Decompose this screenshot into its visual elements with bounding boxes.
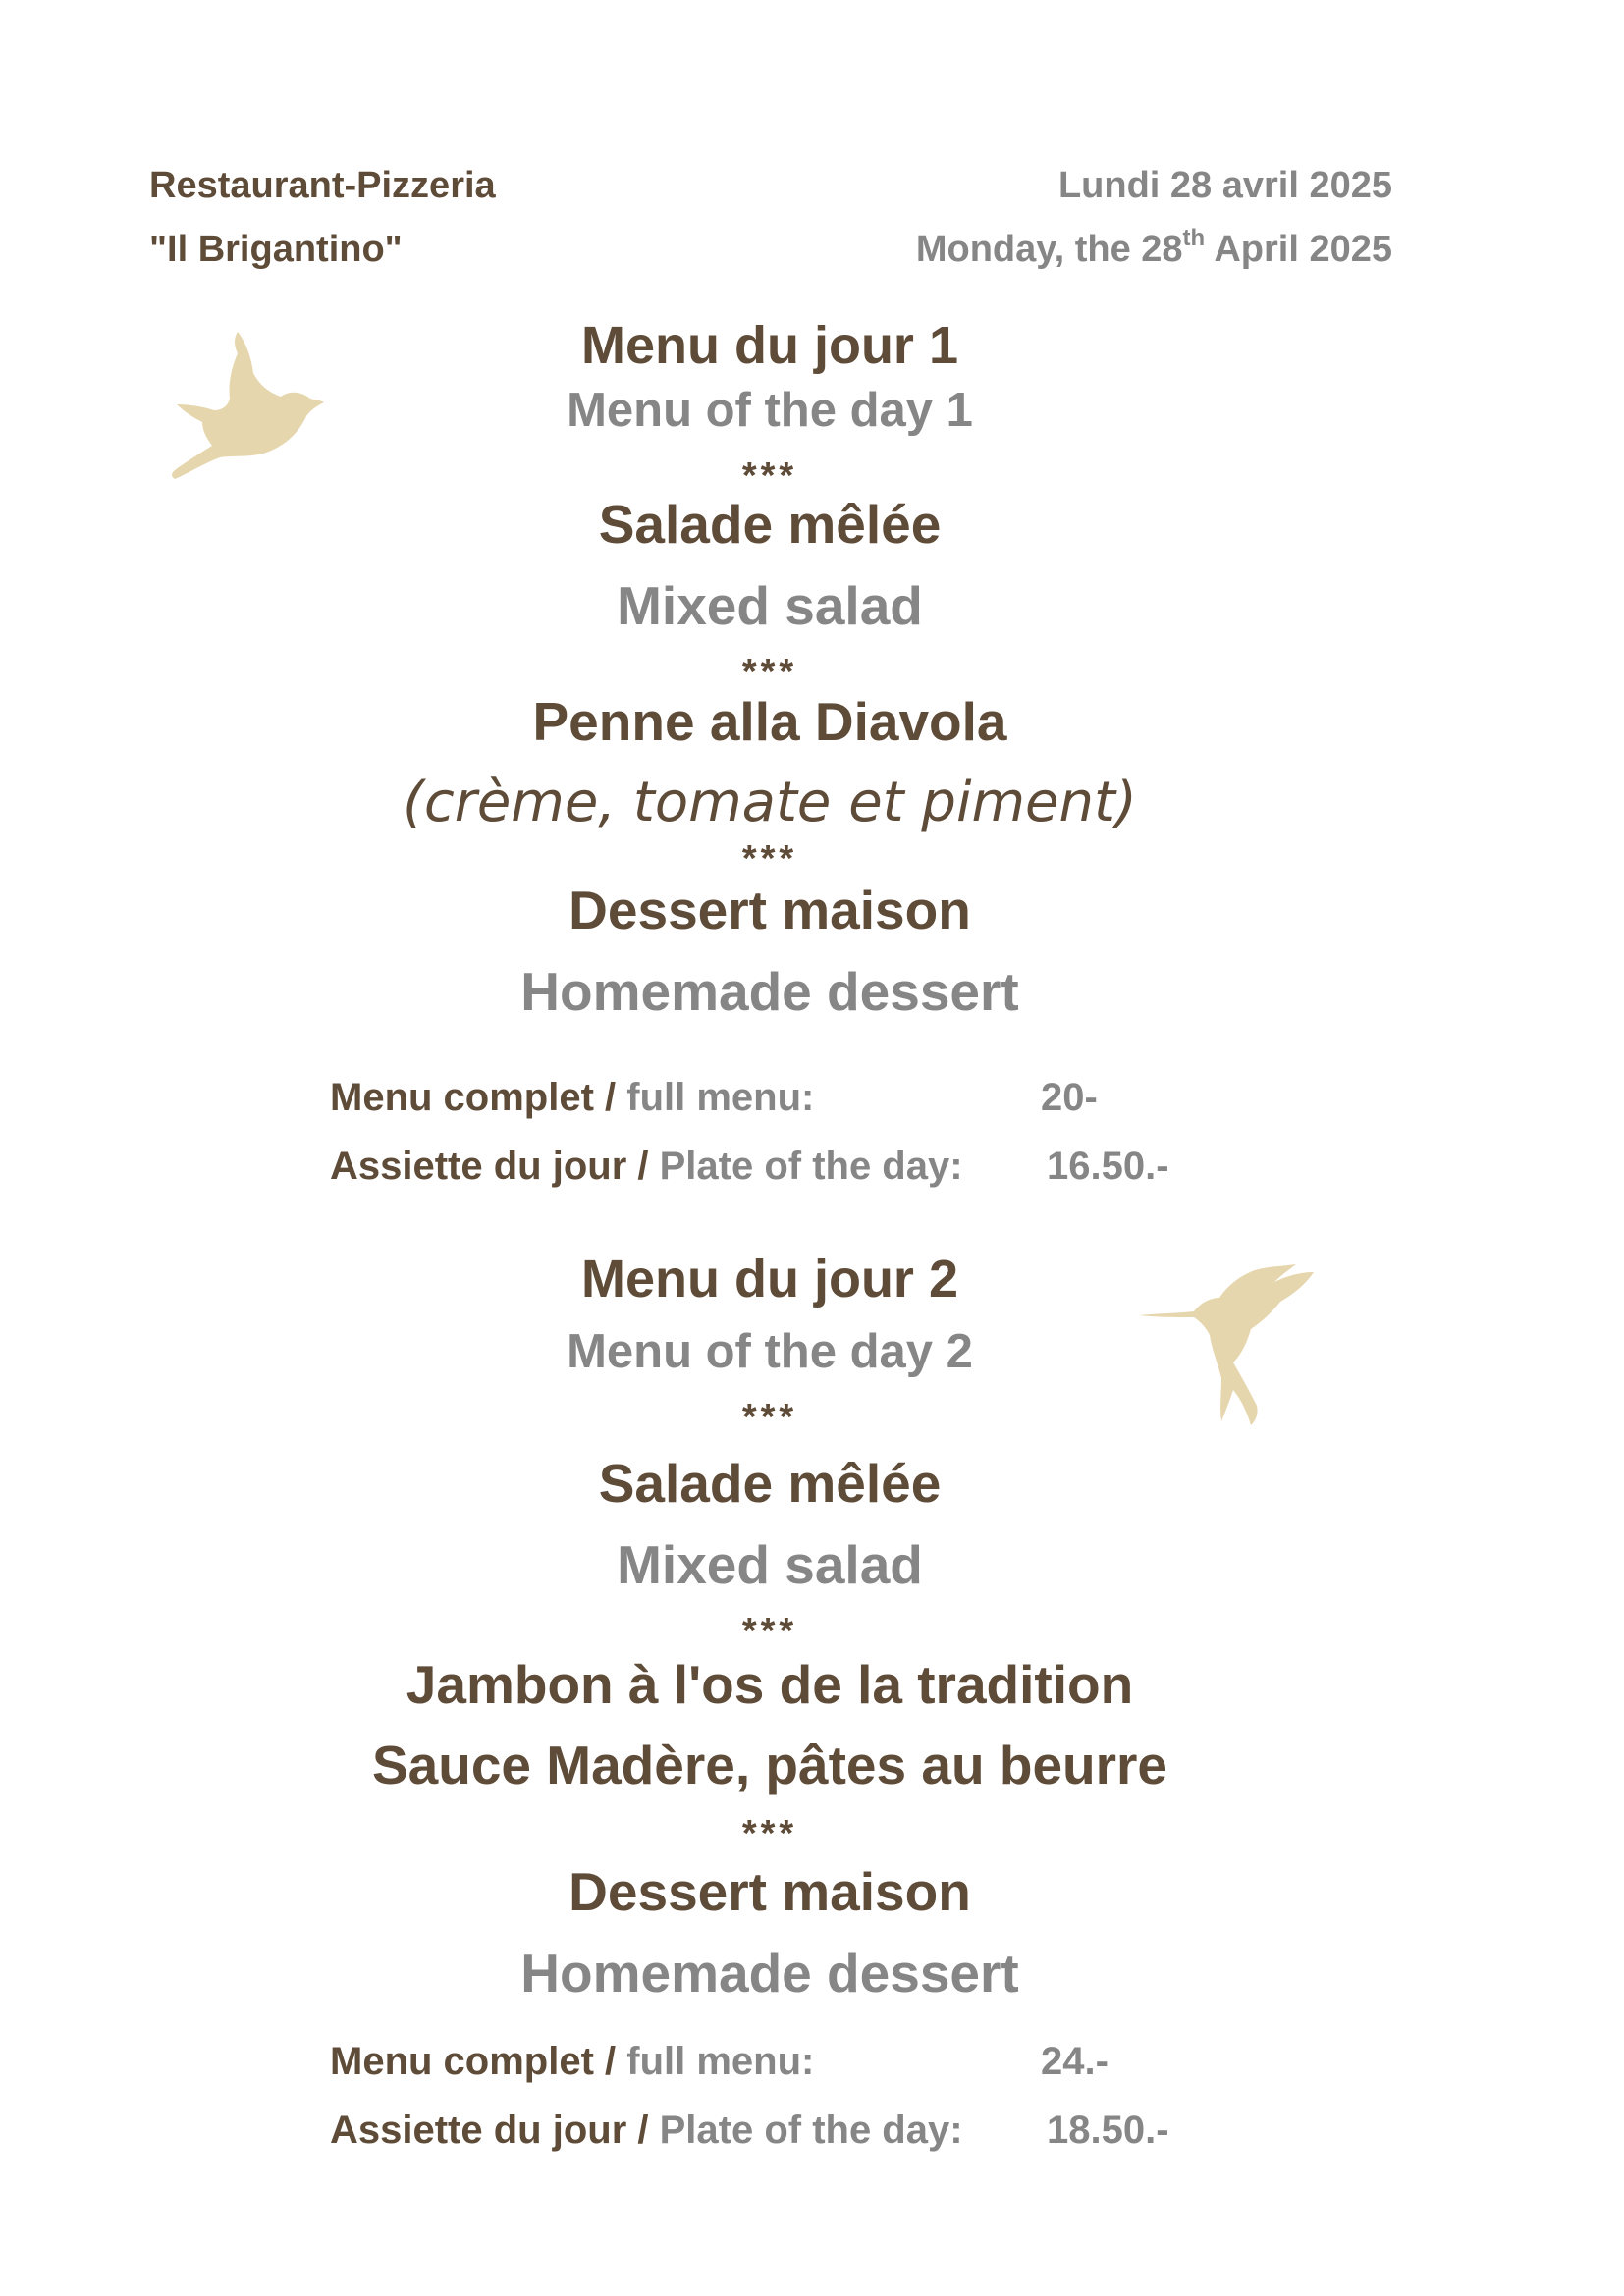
menu1-plate-label-fr: Assiette du jour / [330, 1145, 660, 1188]
menu1-plate-label-en: Plate of the day: [659, 1145, 963, 1188]
date-french: Lundi 28 avril 2025 [1057, 165, 1392, 206]
menu1-dessert-fr: Dessert maison [568, 880, 971, 940]
menu1-plate-label [330, 1147, 963, 1186]
menu2-plate-label-en: Plate of the day: [659, 2109, 963, 2152]
menu2-full-menu-label [330, 2042, 814, 2081]
date-english-prefix: Monday, the 28 [915, 229, 1183, 270]
menu1-separator: *** [741, 652, 798, 693]
menu2-full-menu-label-en: full menu: [626, 2040, 815, 2083]
menu1-full-menu-label [330, 1078, 814, 1117]
date-english-suffix: April 2025 [1205, 229, 1392, 270]
menu1-full-menu-label-fr: Menu complet / [330, 1076, 627, 1119]
menu1-full-menu-label-en: full menu: [626, 1076, 815, 1119]
menu2-starter-en: Mixed salad [617, 1534, 923, 1595]
menu2-full-menu-price: 24.- [1041, 2040, 1109, 2083]
restaurant-name-line1: Restaurant-Pizzeria [149, 165, 496, 206]
menu2-dessert-en: Homemade dessert [520, 1943, 1019, 2003]
menu2-separator: *** [741, 1611, 798, 1652]
menu2-main-fr-line2: Sauce Madère, pâtes au beurre [371, 1735, 1168, 1795]
menu2-starter-fr: Salade mêlée [598, 1453, 942, 1514]
menu1-separator: *** [741, 455, 798, 497]
menu2-dessert-fr: Dessert maison [568, 1861, 971, 1922]
menu2-title-fr: Menu du jour 2 [581, 1250, 958, 1308]
menu2-full-menu-label-fr: Menu complet / [330, 2040, 627, 2083]
menu1-main-fr: Penne alla Diavola [532, 691, 1007, 752]
menu2-separator: *** [741, 1813, 798, 1854]
menu2-main-fr-line1: Jambon à l'os de la tradition [406, 1654, 1134, 1715]
menu1-dessert-en: Homemade dessert [520, 961, 1019, 1022]
menu1-starter-fr: Salade mêlée [598, 494, 942, 555]
menu1-full-menu-price: 20- [1041, 1076, 1098, 1119]
menu1-title-en: Menu of the day 1 [567, 384, 973, 437]
menu1-title-fr: Menu du jour 1 [581, 316, 958, 375]
menu1-main-detail: (crème, tomate et piment) [403, 771, 1137, 834]
menu1-separator: *** [741, 838, 798, 880]
menu2-plate-price: 18.50.- [1047, 2109, 1169, 2152]
restaurant-name-line2: "Il Brigantino" [149, 229, 403, 270]
date-english-ordinal: th [1182, 225, 1206, 251]
menu2-title-en: Menu of the day 2 [567, 1325, 973, 1378]
menu2-separator: *** [741, 1397, 798, 1438]
menu1-plate-price: 16.50.- [1047, 1145, 1169, 1188]
date-english [915, 225, 1392, 270]
menu2-plate-label-fr: Assiette du jour / [330, 2109, 660, 2152]
menu1-starter-en: Mixed salad [617, 575, 923, 636]
menu2-plate-label [330, 2110, 963, 2150]
